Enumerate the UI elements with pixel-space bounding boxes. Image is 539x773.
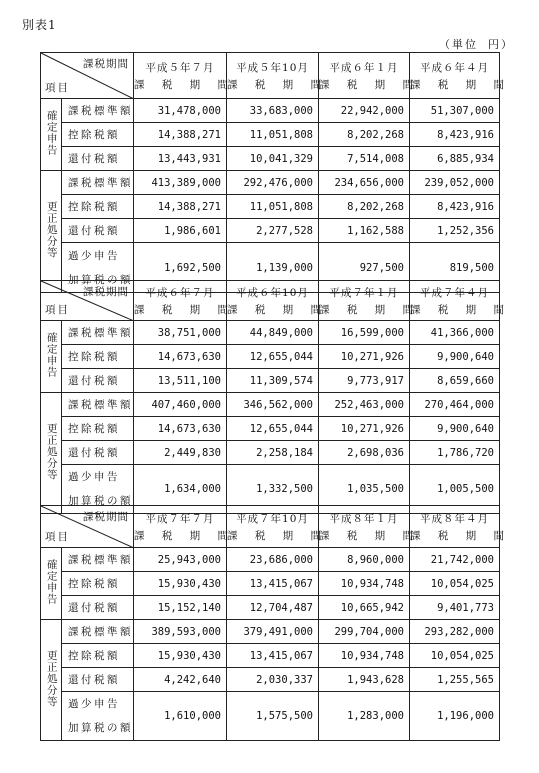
value-cell: 927,500 xyxy=(319,243,410,293)
period-header: 平成８年１月 課 税 期 間 xyxy=(319,506,410,548)
header-row xyxy=(41,53,500,99)
table-row xyxy=(41,147,500,171)
row-label: 還付税額 xyxy=(62,441,134,465)
period-header: 平成５年７月 課 税 期 間 xyxy=(134,53,227,99)
value-cell: 819,500 xyxy=(410,243,500,293)
table-row xyxy=(41,572,500,596)
row-label-penalty: 過少申告 加算税の額 xyxy=(62,243,134,293)
value-cell: 23,686,000 xyxy=(227,548,319,572)
value-cell: 1,255,565 xyxy=(410,668,500,692)
tax-table-block-2 xyxy=(40,280,512,514)
unit-label: （単位 円） xyxy=(439,38,514,51)
header-row xyxy=(41,281,500,321)
value-cell: 2,449,830 xyxy=(134,441,227,465)
value-cell: 1,139,000 xyxy=(227,243,319,293)
table-row xyxy=(41,99,500,123)
table-row xyxy=(41,393,500,417)
value-cell: 292,476,000 xyxy=(227,171,319,195)
value-cell: 15,930,430 xyxy=(134,572,227,596)
value-cell: 41,366,000 xyxy=(410,321,500,345)
group-label-corrected: 更正処分等 xyxy=(41,393,62,514)
row-label: 控除税額 xyxy=(62,123,134,147)
value-cell: 14,388,271 xyxy=(134,195,227,219)
document-label: 別表1 xyxy=(22,18,57,32)
period-header: 平成７年７月 課 税 期 間 xyxy=(134,506,227,548)
group-label-corrected: 更正処分等 xyxy=(41,620,62,741)
value-cell: 8,202,268 xyxy=(319,195,410,219)
value-cell: 15,930,430 xyxy=(134,644,227,668)
value-cell: 22,942,000 xyxy=(319,99,410,123)
value-cell: 10,271,926 xyxy=(319,417,410,441)
value-cell: 1,252,356 xyxy=(410,219,500,243)
value-cell: 1,005,500 xyxy=(410,465,500,514)
period-header: 平成６年４月 課 税 期 間 xyxy=(410,53,500,99)
value-cell: 1,575,500 xyxy=(227,692,319,741)
row-label: 課税標準額 xyxy=(62,393,134,417)
table-row xyxy=(41,123,500,147)
header-row xyxy=(41,506,500,548)
value-cell: 1,634,000 xyxy=(134,465,227,514)
value-cell: 6,885,934 xyxy=(410,147,500,171)
value-cell: 2,030,337 xyxy=(227,668,319,692)
period-header: 平成８年４月 課 税 期 間 xyxy=(410,506,500,548)
value-cell: 9,401,773 xyxy=(410,596,500,620)
value-cell: 1,162,588 xyxy=(319,219,410,243)
item-header-label: 項目 xyxy=(45,531,70,543)
value-cell: 33,683,000 xyxy=(227,99,319,123)
header-corner xyxy=(41,281,134,321)
value-cell: 14,673,630 xyxy=(134,417,227,441)
value-cell: 9,900,640 xyxy=(410,345,500,369)
header-corner xyxy=(41,506,134,548)
value-cell: 11,309,574 xyxy=(227,369,319,393)
table-row xyxy=(41,171,500,195)
value-cell: 25,943,000 xyxy=(134,548,227,572)
row-label: 還付税額 xyxy=(62,219,134,243)
value-cell: 413,389,000 xyxy=(134,171,227,195)
row-label: 課税標準額 xyxy=(62,171,134,195)
value-cell: 13,415,067 xyxy=(227,572,319,596)
value-cell: 346,562,000 xyxy=(227,393,319,417)
value-cell: 239,052,000 xyxy=(410,171,500,195)
value-cell: 51,307,000 xyxy=(410,99,500,123)
table-row xyxy=(41,692,500,741)
group-label-confirmed: 確定申告 xyxy=(41,321,62,393)
value-cell: 8,423,916 xyxy=(410,195,500,219)
value-cell: 1,786,720 xyxy=(410,441,500,465)
period-header: 平成６年７月 課 税 期 間 xyxy=(134,281,227,321)
value-cell: 389,593,000 xyxy=(134,620,227,644)
table-row xyxy=(41,321,500,345)
table-row xyxy=(41,620,500,644)
value-cell: 10,665,942 xyxy=(319,596,410,620)
header-corner xyxy=(41,53,134,99)
value-cell: 9,900,640 xyxy=(410,417,500,441)
row-label: 課税標準額 xyxy=(62,321,134,345)
value-cell: 1,196,000 xyxy=(410,692,500,741)
group-label-confirmed: 確定申告 xyxy=(41,99,62,171)
value-cell: 1,986,601 xyxy=(134,219,227,243)
table-row xyxy=(41,417,500,441)
item-header-label: 項目 xyxy=(45,304,70,316)
value-cell: 10,934,748 xyxy=(319,572,410,596)
value-cell: 31,478,000 xyxy=(134,99,227,123)
table-row xyxy=(41,596,500,620)
row-label: 控除税額 xyxy=(62,195,134,219)
value-cell: 2,258,184 xyxy=(227,441,319,465)
value-cell: 1,943,628 xyxy=(319,668,410,692)
table-row xyxy=(41,441,500,465)
period-header: 平成６年10月 課 税 期 間 xyxy=(227,281,319,321)
item-header-label: 項目 xyxy=(45,82,70,94)
row-label: 還付税額 xyxy=(62,596,134,620)
value-cell: 13,415,067 xyxy=(227,644,319,668)
value-cell: 252,463,000 xyxy=(319,393,410,417)
period-header: 平成５年10月 課 税 期 間 xyxy=(227,53,319,99)
period-header-label: 課税期間 xyxy=(83,511,129,523)
row-label: 課税標準額 xyxy=(62,548,134,572)
row-label: 還付税額 xyxy=(62,147,134,171)
period-header: 平成６年１月 課 税 期 間 xyxy=(319,53,410,99)
period-header: 平成７年４月 課 税 期 間 xyxy=(410,281,500,321)
table-row xyxy=(41,668,500,692)
value-cell: 38,751,000 xyxy=(134,321,227,345)
value-cell: 10,041,329 xyxy=(227,147,319,171)
value-cell: 10,934,748 xyxy=(319,644,410,668)
value-cell: 9,773,917 xyxy=(319,369,410,393)
period-header: 平成７年１月 課 税 期 間 xyxy=(319,281,410,321)
value-cell: 13,443,931 xyxy=(134,147,227,171)
value-cell: 1,332,500 xyxy=(227,465,319,514)
value-cell: 12,655,044 xyxy=(227,417,319,441)
value-cell: 1,035,500 xyxy=(319,465,410,514)
value-cell: 4,242,640 xyxy=(134,668,227,692)
value-cell: 11,051,808 xyxy=(227,123,319,147)
value-cell: 16,599,000 xyxy=(319,321,410,345)
value-cell: 13,511,100 xyxy=(134,369,227,393)
tax-table-block-3 xyxy=(40,505,512,741)
value-cell: 8,960,000 xyxy=(319,548,410,572)
period-header-label: 課税期間 xyxy=(83,286,129,298)
period-header: 平成７年10月 課 税 期 間 xyxy=(227,506,319,548)
value-cell: 234,656,000 xyxy=(319,171,410,195)
row-label-penalty: 過少申告 加算税の額 xyxy=(62,465,134,514)
table-row xyxy=(41,195,500,219)
value-cell: 10,054,025 xyxy=(410,572,500,596)
value-cell: 14,673,630 xyxy=(134,345,227,369)
table-row xyxy=(41,548,500,572)
table-row xyxy=(41,345,500,369)
value-cell: 8,659,660 xyxy=(410,369,500,393)
group-label-corrected: 更正処分等 xyxy=(41,171,62,293)
row-label: 控除税額 xyxy=(62,345,134,369)
value-cell: 10,054,025 xyxy=(410,644,500,668)
table-row xyxy=(41,219,500,243)
row-label: 課税標準額 xyxy=(62,99,134,123)
value-cell: 8,202,268 xyxy=(319,123,410,147)
value-cell: 21,742,000 xyxy=(410,548,500,572)
row-label-penalty: 過少申告 加算税の額 xyxy=(62,692,134,741)
row-label: 課税標準額 xyxy=(62,620,134,644)
value-cell: 407,460,000 xyxy=(134,393,227,417)
value-cell: 293,282,000 xyxy=(410,620,500,644)
value-cell: 2,277,528 xyxy=(227,219,319,243)
value-cell: 270,464,000 xyxy=(410,393,500,417)
value-cell: 14,388,271 xyxy=(134,123,227,147)
value-cell: 12,704,487 xyxy=(227,596,319,620)
value-cell: 1,283,000 xyxy=(319,692,410,741)
value-cell: 379,491,000 xyxy=(227,620,319,644)
row-label: 還付税額 xyxy=(62,369,134,393)
value-cell: 12,655,044 xyxy=(227,345,319,369)
value-cell: 44,849,000 xyxy=(227,321,319,345)
value-cell: 299,704,000 xyxy=(319,620,410,644)
value-cell: 7,514,008 xyxy=(319,147,410,171)
row-label: 控除税額 xyxy=(62,644,134,668)
table-row xyxy=(41,369,500,393)
value-cell: 10,271,926 xyxy=(319,345,410,369)
value-cell: 8,423,916 xyxy=(410,123,500,147)
value-cell: 1,692,500 xyxy=(134,243,227,293)
period-header-label: 課税期間 xyxy=(83,58,129,70)
group-label-confirmed: 確定申告 xyxy=(41,548,62,620)
value-cell: 11,051,808 xyxy=(227,195,319,219)
value-cell: 15,152,140 xyxy=(134,596,227,620)
tax-table-block-1 xyxy=(40,52,512,293)
value-cell: 1,610,000 xyxy=(134,692,227,741)
row-label: 控除税額 xyxy=(62,417,134,441)
row-label: 控除税額 xyxy=(62,572,134,596)
row-label: 還付税額 xyxy=(62,668,134,692)
value-cell: 2,698,036 xyxy=(319,441,410,465)
table-row xyxy=(41,644,500,668)
